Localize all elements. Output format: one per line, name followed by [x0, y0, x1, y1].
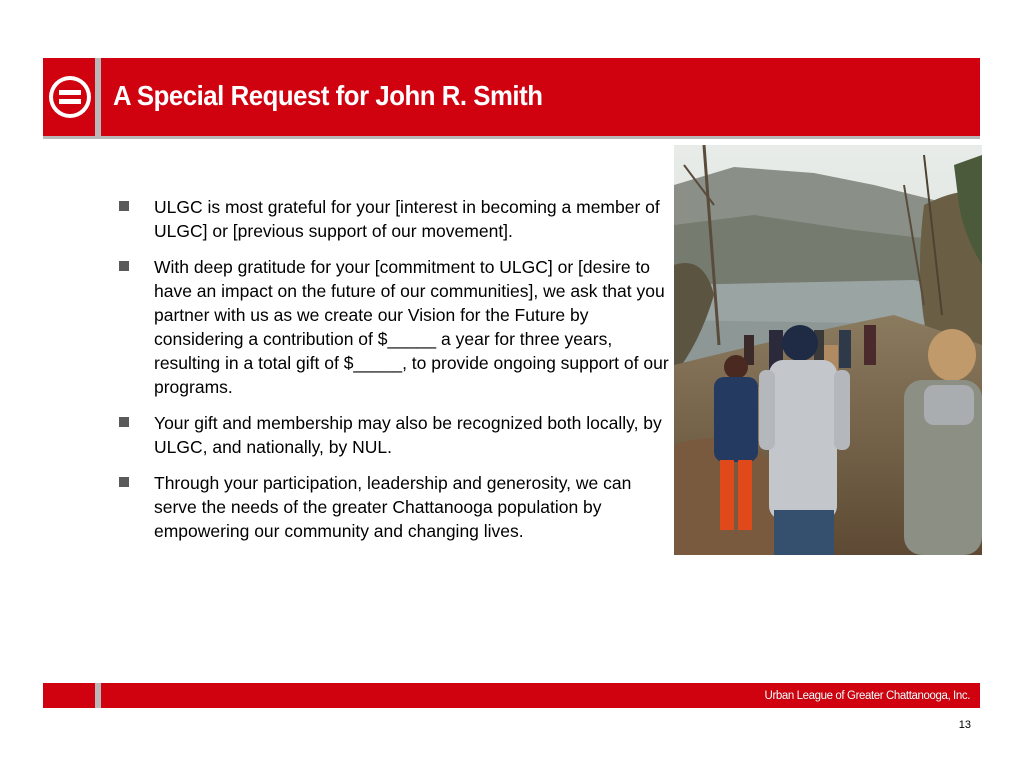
- bullet-item: [117, 471, 672, 543]
- bullet-text: ULGC is most grateful for your [interest in becoming a member of ULGC] or [previous support of our movement].: [154, 197, 660, 241]
- square-bullet-icon: [119, 201, 129, 211]
- title-bar-shadow: [43, 136, 980, 139]
- photo-group-hiking-by-lake: [674, 145, 982, 555]
- logo-divider: [95, 58, 101, 136]
- bullet-text: Through your participation, leadership and generosity, we can serve the needs of the greater Chattanooga population by empowering our community and changing lives.: [154, 473, 632, 541]
- bullet-item: [117, 195, 672, 243]
- square-bullet-icon: [119, 477, 129, 487]
- bullet-item: [117, 411, 672, 459]
- logo: [43, 58, 95, 136]
- footer-organization: Urban League of Greater Chattanooga, Inc.: [764, 690, 970, 702]
- footer-divider: [95, 683, 101, 708]
- bullet-list: [117, 195, 672, 555]
- slide-title: A Special Request for John R. Smith: [113, 80, 543, 111]
- bullet-text: With deep gratitude for your [commitment to ULGC] or [desire to have an impact on the future of our communities], we ask that you partner with us as we create our Vision for the Future by considering a contribution of $_____ a year for three years, resulting in a total gift of $_____, to provide ongoing support of our programs.: [154, 257, 669, 397]
- square-bullet-icon: [119, 417, 129, 427]
- equality-logo-icon: [46, 73, 94, 121]
- bullet-text: Your gift and membership may also be recognized both locally, by ULGC, and nationally, by NUL.: [154, 413, 662, 457]
- bullet-item: [117, 255, 672, 399]
- page-number: 13: [958, 719, 971, 731]
- square-bullet-icon: [119, 261, 129, 271]
